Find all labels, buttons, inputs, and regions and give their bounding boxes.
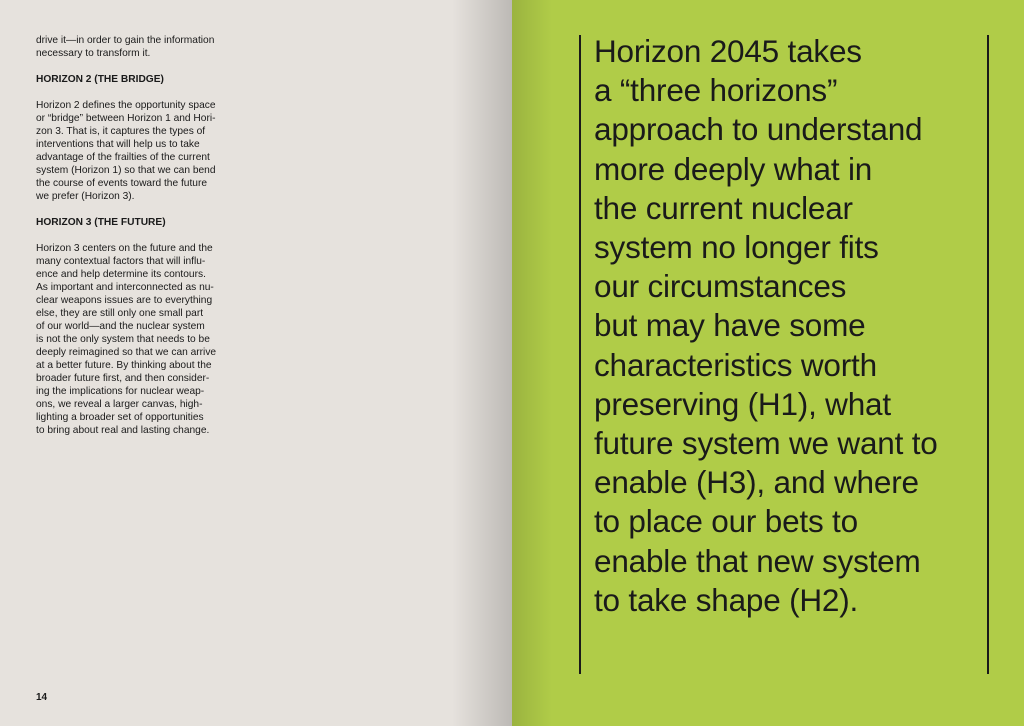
paragraph-horizon-2: Horizon 2 defines the opportunity space or “bridge” between Horizon 1 and Hori- zon 3. That is, it captures the types of interventions that will help us to take advantage of the frailties of the current system (Horizon 1) so that we can bend the course of events toward the future we prefer (Horizon 3).	[36, 100, 216, 202]
quote-left-rule	[579, 35, 581, 674]
heading-horizon-3: HORIZON 3 (THE FUTURE)	[36, 217, 166, 228]
body-text-column	[36, 34, 236, 437]
pull-quote: Horizon 2045 takes a “three horizons” approach to understand more deeply what in the current nuclear system no longer fits our circumstances but may have some characteristics worth preserving (H1), what future system we want to enable (H3), and where to place our bets to enable that new system to take shape (H2).	[594, 33, 938, 618]
quote-right-rule	[987, 35, 989, 674]
paragraph-horizon-3: Horizon 3 centers on the future and the many contextual factors that will influ- ence and help determine its contours. As important and interconnected as nu- clear weapons issues are to everything else, they are still only one small part of our world—and the nuclear system is not the only system that needs to be deeply reimagined so that we can arrive at a better future. By thinking about the broader future first, and then consider- ing the implications for nuclear weap- ons, we reveal a larger canvas, high- lighting a broader set of opportunities to bring about real and lasting change.	[36, 243, 217, 436]
page-number: 14	[36, 692, 48, 703]
intro-paragraph: drive it—in order to gain the information necessary to transform it.	[36, 35, 215, 59]
heading-horizon-2: HORIZON 2 (THE BRIDGE)	[36, 74, 164, 85]
